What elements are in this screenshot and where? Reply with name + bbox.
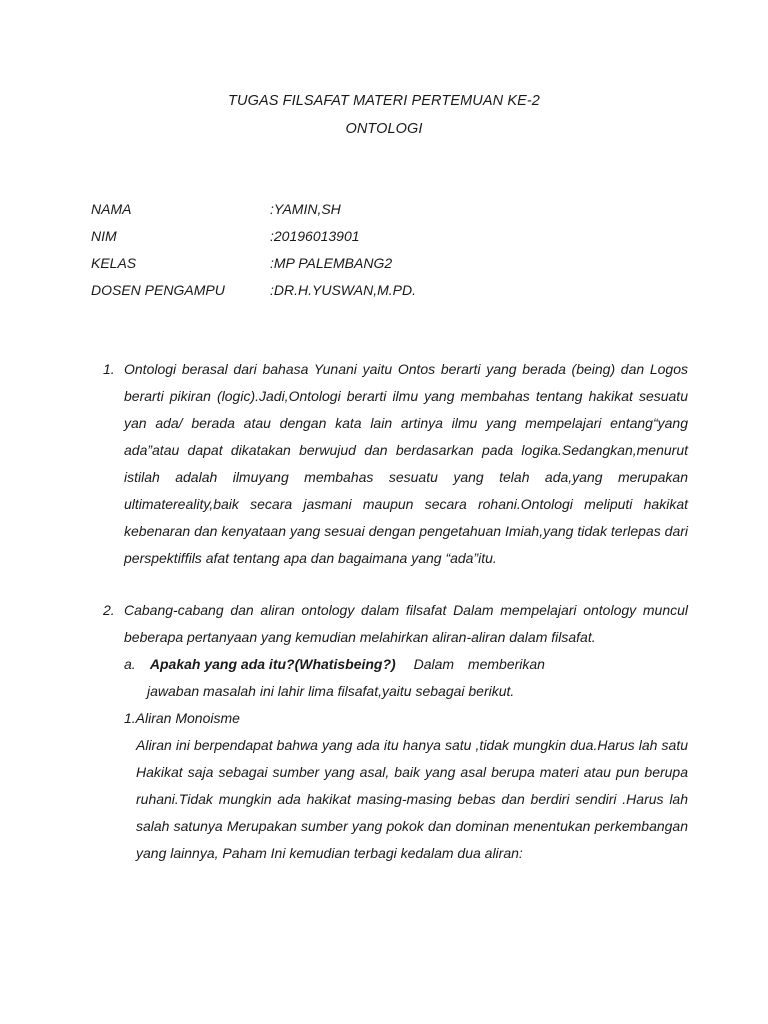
item-number: 1. bbox=[103, 361, 115, 377]
info-label: NIM bbox=[91, 228, 117, 244]
info-label: KELAS bbox=[91, 255, 137, 271]
info-row-nim bbox=[91, 227, 691, 254]
info-value: :YAMIN,SH bbox=[270, 201, 341, 217]
sub-question bbox=[124, 651, 594, 678]
sub-question-bold: Apakah yang ada itu?(Whatisbeing?) bbox=[149, 656, 396, 672]
item-number: 2. bbox=[103, 602, 115, 618]
info-row-kelas bbox=[91, 254, 691, 281]
document-title: TUGAS FILSAFAT MATERI PERTEMUAN KE-2 bbox=[228, 93, 540, 109]
section-heading: 1.Aliran Monoisme bbox=[124, 710, 240, 726]
document-subtitle: ONTOLOGI bbox=[345, 121, 423, 137]
sub-question-continuation: jawaban masalah ini lahir lima filsafat,yaitu sebagai berikut. bbox=[147, 683, 515, 699]
section-paragraph: Aliran ini berpendapat bahwa yang ada itu hanya satu ,tidak mungkin dua.Harus lah satu Hakikat saja sebagai sumber yang asal, baik yang asal berupa materi atau pun berupa ruhani.Tidak mungkin ada hakikat masing-masing bebas dan berdiri sendiri .Harus lah salah satunya Merupakan sumber yang pokok dan dominan menentukan perkembangan yang lainnya, Paham Ini kemudian terbagi kedalam dua aliran: bbox=[136, 737, 688, 861]
item-2-paragraph: Cabang-cabang dan aliran ontology dalam filsafat Dalam mempelajari ontology muncul beberapa pertanyaan yang kemudian melahirkan aliran-aliran dalam filsafat. bbox=[124, 602, 688, 645]
info-label: NAMA bbox=[91, 201, 132, 217]
info-value: :MP PALEMBANG2 bbox=[270, 255, 393, 271]
student-info bbox=[91, 200, 691, 308]
info-value: :20196013901 bbox=[270, 228, 360, 244]
sub-question-rest: Dalam memberikan bbox=[413, 656, 545, 672]
info-row-nama bbox=[91, 200, 691, 227]
info-value: :DR.H.YUSWAN,M.PD. bbox=[270, 282, 416, 298]
item-1-paragraph: Ontologi berasal dari bahasa Yunani yaitu Ontos berarti yang berada (being) dan Logos berarti pikiran (logic).Jadi,Ontologi berarti ilmu yang membahas tentang hakikat sesuatu yan ada/ berada atau dengan kata lain artinya ilmu yang mempelajari entang“yang ada”atau dapat dikatakan berwujud dan berdasarkan pada logika.Sedangkan,menurut istilah adalah ilmuyang membahas sesuatu yang telah ada,yang merupakan ultimatereality,baik secara jasmani maupun secara rohani.Ontologi meliputi hakikat kebenaran dan kenyataan yang sesuai dengan pengetahuan Imiah,yang tidak terlepas dari perspektiffils afat tentang apa dan bagaimana yang “ada”itu. bbox=[124, 361, 688, 566]
info-row-dosen bbox=[91, 281, 691, 308]
info-label: DOSEN PENGAMPU bbox=[91, 282, 225, 298]
sub-question-marker: a. bbox=[124, 656, 136, 672]
